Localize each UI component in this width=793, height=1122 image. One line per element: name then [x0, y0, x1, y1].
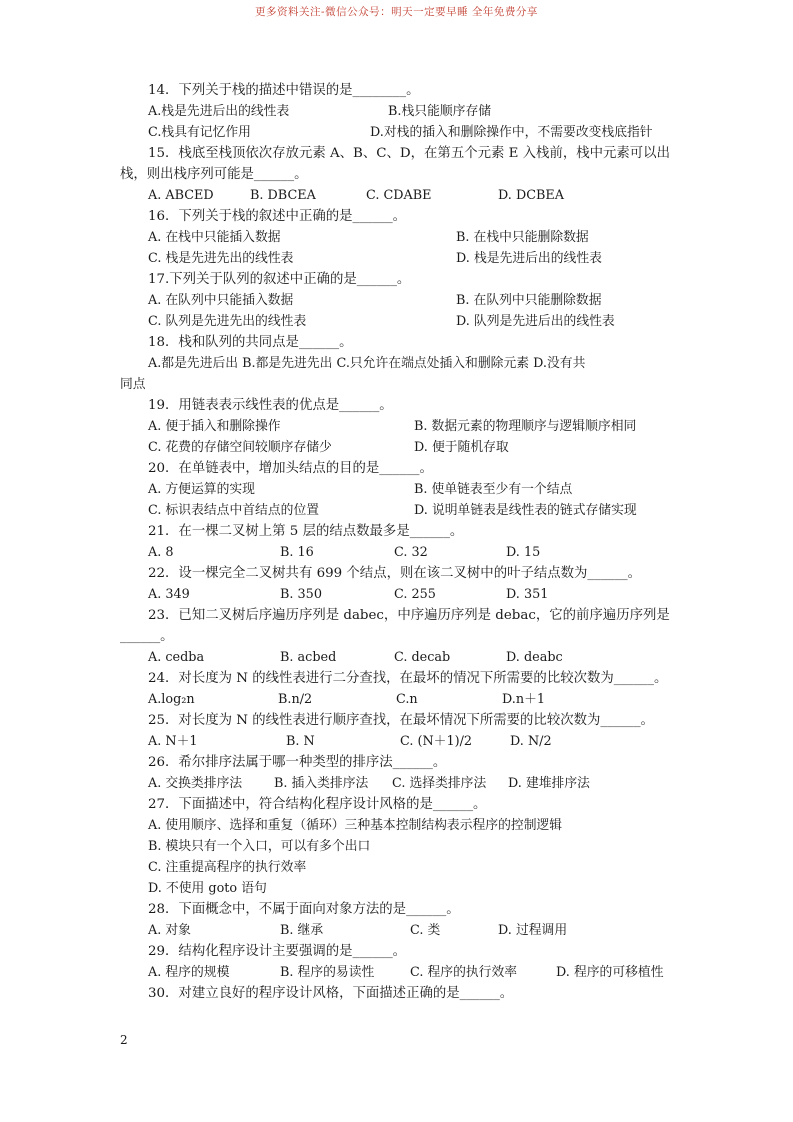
option-b: B. 插入类排序法: [274, 776, 369, 791]
option-c: C. 注重提高程序的执行效率: [148, 860, 307, 875]
question-16-options-row2: [148, 248, 678, 269]
option-b: B. 350: [280, 587, 322, 602]
question-19-stem: 19．用链表表示线性表的优点是______。: [148, 398, 393, 413]
question-24-stem: 24．对长度为 N 的线性表进行二分查找，在最坏的情况下所需要的比较次数为______。: [148, 671, 668, 686]
question-15-options: [148, 185, 678, 206]
question-20-options-row1: [148, 479, 678, 500]
question-23-stem: 23．已知二叉树后序遍历序列是 dabec，中序遍历序列是 debac，它的前序遍历序列是: [148, 608, 670, 623]
question-23-stem-cont: ______。: [120, 629, 174, 644]
option-a: A. N＋1: [148, 734, 198, 749]
option-b: B. 数据元素的物理顺序与逻辑顺序相同: [414, 419, 637, 434]
option-d: D. 队列是先进后出的线性表: [456, 314, 615, 329]
question-16-stem: 16．下列关于栈的叙述中正确的是______。: [148, 209, 407, 224]
option-b: B. 继承: [280, 923, 324, 938]
question-22-options: [148, 584, 678, 605]
option-b: B.n/2: [278, 692, 313, 707]
question-26-options: [148, 773, 678, 794]
question-14-options-row1: [148, 101, 678, 122]
option-c: C.栈具有记忆作用: [148, 125, 251, 140]
option-d: D.n＋1: [502, 692, 546, 707]
option-d: D. 便于随机存取: [414, 440, 509, 455]
option-b: B. N: [286, 734, 315, 749]
option-d: D. deabc: [506, 650, 563, 665]
option-a: A. ABCED: [148, 188, 214, 203]
question-27-stem: 27．下面描述中，符合结构化程序设计风格的是______。: [148, 797, 487, 812]
question-26-stem: 26．希尔排序法属于哪一种类型的排序法______。: [148, 755, 447, 770]
question-25-stem: 25．对长度为 N 的线性表进行顺序查找，在最坏情况下所需要的比较次数为______。: [148, 713, 654, 728]
page-number: 2: [120, 1033, 128, 1047]
question-18-options-cont: 同点: [120, 377, 146, 392]
option-c: C. 队列是先进先出的线性表: [148, 314, 307, 329]
question-29-options: [148, 962, 678, 983]
option-b: B. 在队列中只能删除数据: [456, 293, 602, 308]
option-d: D. 不使用 goto 语句: [148, 881, 267, 896]
option-c: C.n: [396, 692, 418, 707]
question-14-options-row2: [148, 122, 678, 143]
option-a: A. 交换类排序法: [148, 776, 243, 791]
option-a: A. 349: [148, 587, 190, 602]
option-c: C. (N＋1)/2: [400, 734, 473, 749]
option-b: B. 使单链表至少有一个结点: [414, 482, 573, 497]
question-14-stem: 14．下列关于栈的描述中错误的是________。: [148, 83, 420, 98]
option-a: A. 便于插入和删除操作: [148, 419, 281, 434]
question-22-stem: 22．设一棵完全二叉树共有 699 个结点，则在该二叉树中的叶子结点数为______。: [148, 566, 641, 581]
option-c: C. 标识表结点中首结点的位置: [148, 503, 320, 518]
option-c: C. 255: [394, 587, 436, 602]
option-d: D. 351: [506, 587, 549, 602]
option-b: B.栈只能顺序存储: [388, 104, 492, 119]
option-b: B. 16: [280, 545, 314, 560]
question-18-options: A.都是先进后出 B.都是先进先出 C.只允许在端点处插入和删除元素 D.没有共: [148, 356, 586, 371]
option-c: C. 32: [394, 545, 428, 560]
question-17-options-row1: [148, 290, 678, 311]
question-18-stem: 18．栈和队列的共同点是______。: [148, 335, 353, 350]
option-a: A. 在队列中只能插入数据: [148, 293, 294, 308]
option-a: A. 程序的规模: [148, 965, 230, 980]
option-c: C. 选择类排序法: [392, 776, 487, 791]
option-b: B. 程序的易读性: [280, 965, 375, 980]
option-c: C. 花费的存储空间较顺序存储少: [148, 440, 332, 455]
option-a: A.栈是先进后出的线性表: [148, 104, 290, 119]
option-d: D. 15: [506, 545, 541, 560]
question-list: [120, 80, 678, 1004]
question-23-options: [148, 647, 678, 668]
option-b: B. 模块只有一个入口，可以有多个出口: [148, 839, 371, 854]
option-a: A. 8: [148, 545, 174, 560]
option-b: B. 在栈中只能删除数据: [456, 230, 589, 245]
option-a: A. 使用顺序、选择和重复（循环）三种基本控制结构表示程序的控制逻辑: [148, 818, 563, 833]
option-c: C. 栈是先进先出的线性表: [148, 251, 294, 266]
option-c: C. 类: [410, 923, 441, 938]
question-29-stem: 29．结构化程序设计主要强调的是______。: [148, 944, 407, 959]
question-21-options: [148, 542, 678, 563]
option-d: D. 过程调用: [498, 923, 568, 938]
question-28-options: [148, 920, 678, 941]
option-a: A. cedba: [148, 650, 205, 665]
question-20-options-row2: [148, 500, 678, 521]
question-24-options: [148, 689, 678, 710]
option-b: B. acbed: [280, 650, 337, 665]
option-b: B. DBCEA: [250, 188, 316, 203]
question-17-options-row2: [148, 311, 678, 332]
question-28-stem: 28．下面概念中，不属于面向对象方法的是______。: [148, 902, 460, 917]
option-d: D. N/2: [510, 734, 552, 749]
question-20-stem: 20．在单链表中，增加头结点的目的是______。: [148, 461, 433, 476]
question-25-options: [148, 731, 678, 752]
option-d: D. 程序的可移植性: [556, 965, 664, 980]
option-c: C. decab: [394, 650, 451, 665]
option-d: D. 栈是先进后出的线性表: [456, 251, 602, 266]
option-a: A. 对象: [148, 923, 191, 938]
option-a: A. 在栈中只能插入数据: [148, 230, 281, 245]
option-d: D.对栈的插入和删除操作中，不需要改变栈底指针: [370, 125, 653, 140]
question-21-stem: 21．在一棵二叉树上第 5 层的结点数最多是______。: [148, 524, 464, 539]
option-d: D. 说明单链表是线性表的链式存储实现: [414, 503, 637, 518]
option-a: A. 方便运算的实现: [148, 482, 255, 497]
question-17-stem: 17.下列关于队列的叙述中正确的是______。: [148, 272, 411, 287]
option-d: D. 建堆排序法: [508, 776, 590, 791]
question-15-stem-cont: 栈，则出栈序列可能是______。: [120, 167, 308, 182]
question-19-options-row2: [148, 437, 678, 458]
option-c: C. CDABE: [366, 188, 432, 203]
question-19-options-row1: [148, 416, 678, 437]
page-header-banner: 更多资料关注-微信公众号：明天一定要早睡 全年免费分享: [255, 6, 538, 18]
question-16-options-row1: [148, 227, 678, 248]
option-d: D. DCBEA: [498, 188, 564, 203]
option-a: A.log₂n: [148, 692, 195, 707]
question-30-stem: 30．对建立良好的程序设计风格，下面描述正确的是______。: [148, 986, 514, 1001]
option-c: C. 程序的执行效率: [410, 965, 518, 980]
question-15-stem: 15．栈底至栈顶依次存放元素 A、B、C、D，在第五个元素 E 入栈前，栈中元素可以出: [148, 146, 670, 161]
